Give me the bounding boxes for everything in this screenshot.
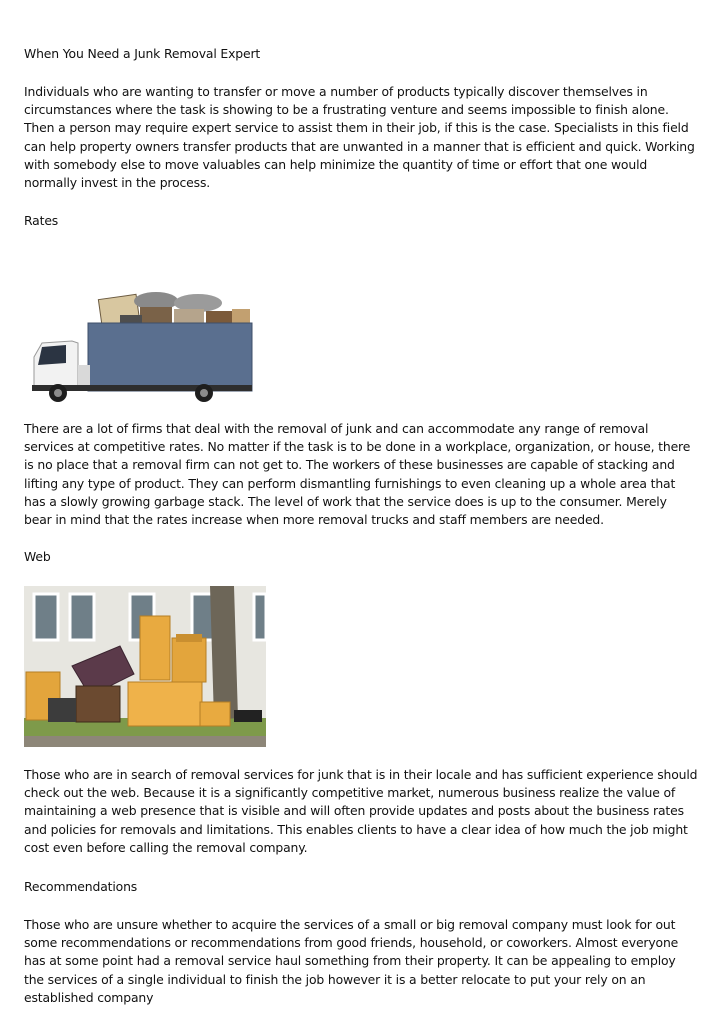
intro-paragraph: Individuals who are wanting to transfer or move a number of products typically discover themselves in circumstances where the task is showing to be a frustrating venture and seems impossible to finish alone. Then a person may require expert service to assist them in their job, if this is the case. Specialists in this field can help property owners transfer products that are unwanted in a manner that is efficient and quick. Working with somebody else to move valuables can help minimize the quantity of time or effort that one would normally invest in the process. bbox=[24, 84, 695, 191]
web-paragraph: Those who are in search of removal services for junk that is in their locale and has sufficient experience should check out the web. Because it is a significantly competitive market, numerous business realize the value of maintaining a web presence that is visible and will often provide updates and posts about the business rates and policies for removals and limitations. This enables clients to have a clear idea of how much the job might cost even before calling the removal company. bbox=[24, 767, 698, 855]
section-heading-recommendations: Recommendations bbox=[24, 879, 138, 894]
recommendations-paragraph: Those who are unsure whether to acquire the services of a small or big removal company must look for out some recommendations or recommendations from good friends, household, or coworkers. Almost everyone has at some point had a removal service haul something from their property. It can be appealing to employ the services of a single individual to finish the job however it is a better relocate to put your rely on an established company bbox=[24, 917, 679, 1005]
junk-pile bbox=[98, 292, 250, 325]
truck-cargo-box bbox=[88, 323, 252, 391]
junk-truck-image bbox=[28, 285, 256, 403]
tree-trunk bbox=[210, 586, 238, 720]
rates-paragraph: There are a lot of firms that deal with the removal of junk and can accommodate any range of removal services at competitive rates. No matter if the task is to be done in a workplace, organization, or house, there is no place that a removal firm can not get to. The workers of these businesses are capable of stacking and lifting any type of product. They can perform dismantling furnishings to even cleaning up a whole area that has a slowly growing garbage stack. The level of work that the service does is up to the consumer. Merely bear in mind that the rates increase when more removal trucks and staff members are needed. bbox=[24, 421, 691, 528]
junk-pile-photo bbox=[24, 586, 266, 747]
section-heading-web: Web bbox=[24, 549, 51, 564]
section-heading-rates: Rates bbox=[24, 213, 59, 228]
truck-cab bbox=[34, 341, 90, 387]
article-title: When You Need a Junk Removal Expert bbox=[24, 46, 261, 61]
